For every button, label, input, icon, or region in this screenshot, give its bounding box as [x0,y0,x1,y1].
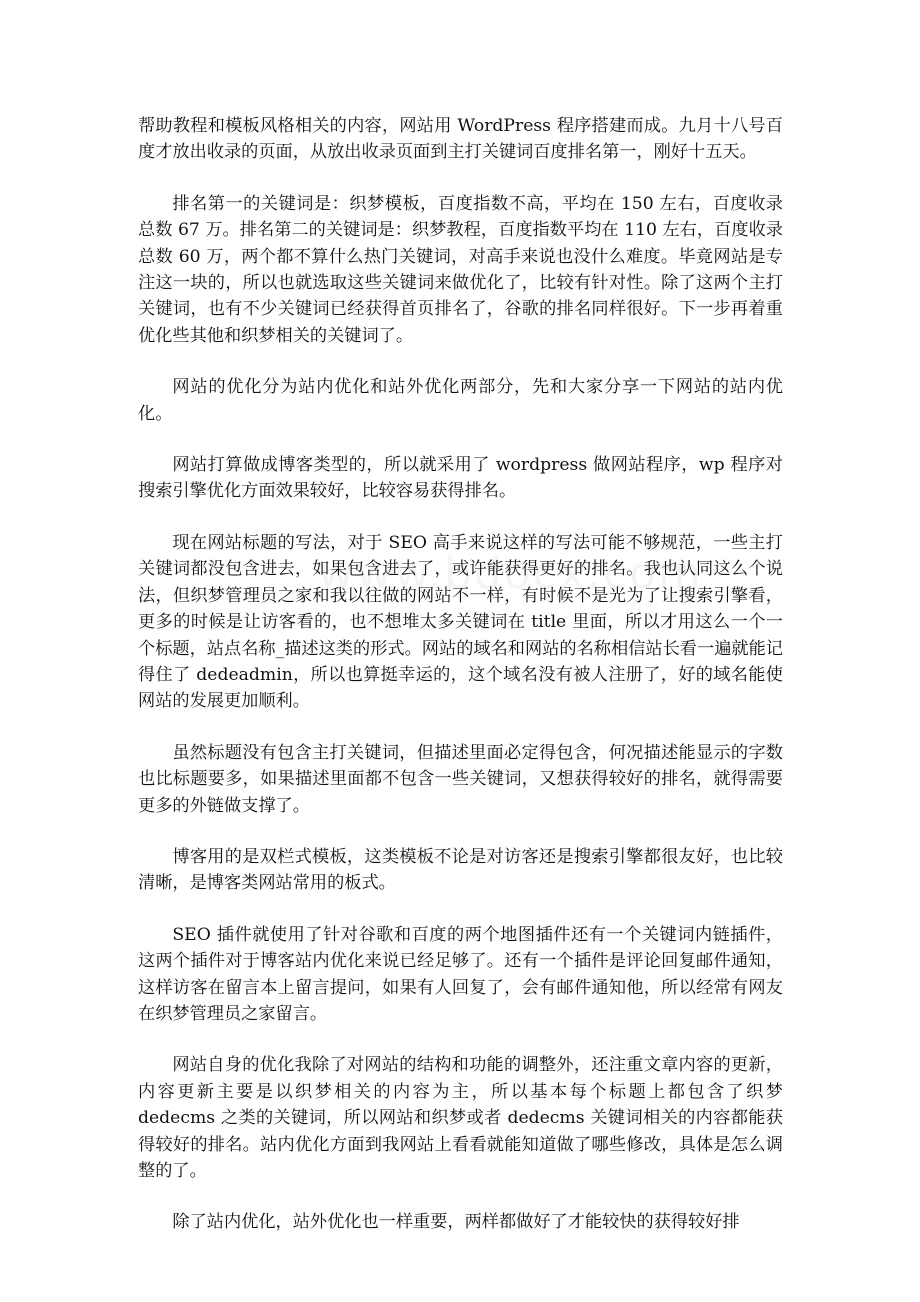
paragraph-4: 网站打算做成博客类型的，所以就采用了 wordpress 做网站程序，wp 程序对搜索引擎优化方面效果较好，比较容易获得排名。 [138,455,783,502]
paragraph-3: 网站的优化分为站内优化和站外优化两部分，先和大家分享一下网站的站内优化。 [138,377,783,424]
paragraph-5: 现在网站标题的写法，对于 SEO 高手来说这样的写法可能不够规范，一些主打关键词都没包含进去，如果包含进去了，或许能获得更好的排名。我也认同这么个说法，但织梦管理员之家和我以往做的网站不一样，有时候不是光为了让搜索引擎看，更多的时候是让访客看的，也不想堆太多关键词在 title 里面，所以才用这么一个一个标题，站点名称_描述这类的形式。网站的域名和网站的名称相信站长看一遍就能记得住了 dedeadmin，所以也算挺幸运的，这个域名没有被人注册了，好的域名能使网站的发展更加顺利。 [138,532,783,712]
paragraph-7: 博客用的是双栏式模板，这类模板不论是对访客还是搜索引擎都很友好，也比较清晰，是博客类网站常用的板式。 [138,846,783,894]
paragraph-8: SEO 插件就使用了针对谷歌和百度的两个地图插件还有一个关键词内链插件，这两个插件对于博客站内优化来说已经足够了。还有一个插件是评论回复邮件通知，这样访客在留言本上留言提问，如果有人回复了，会有邮件通知他，所以经常有网友在织梦管理员之家留言。 [138,924,783,1024]
paragraph-1: 帮助教程和模板风格相关的内容，网站用 WordPress 程序搭建而成。九月十八号百度才放出收录的页面，从放出收录页面到主打关键词百度排名第一，刚好十五天。 [138,116,783,163]
document-body [138,113,783,1261]
paragraph-9: 网站自身的优化我除了对网站的结构和功能的调整外，还注重文章内容的更新，内容更新主要是以织梦相关的内容为主，所以基本每个标题上都包含了织梦 dedecms 之类的关键词，所以网站和织梦或者 dedecms 关键词相关的内容都能获得较好的排名。站内优化方面到我网站上看看就能知道做了哪些修改，具体是怎么调整的了。 [138,1055,783,1181]
paragraph-2: 排名第一的关键词是：织梦模板，百度指数不高，平均在 150 左右，百度收录总数 67 万。排名第二的关键词是：织梦教程，百度指数平均在 110 左右，百度收录总数 60 万，两个都不算什么热门关键词，对高手来说也没什么难度。毕竟网站是专注这一块的，所以也就选取这些关键词来做优化了，比较有针对性。除了这两个主打关键词，也有不少关键词已经获得首页排名了，谷歌的排名同样很好。下一步再着重优化些其他和织梦相关的关键词了。 [138,193,783,346]
paragraph-6: 虽然标题没有包含主打关键词，但描述里面必定得包含，何况描述能显示的字数也比标题要多，如果描述里面都不包含一些关键词，又想获得较好的排名，就得需要更多的外链做支撑了。 [138,742,783,816]
paragraph-10: 除了站内优化，站外优化也一样重要，两样都做好了才能较快的获得较好排 [172,1212,740,1233]
